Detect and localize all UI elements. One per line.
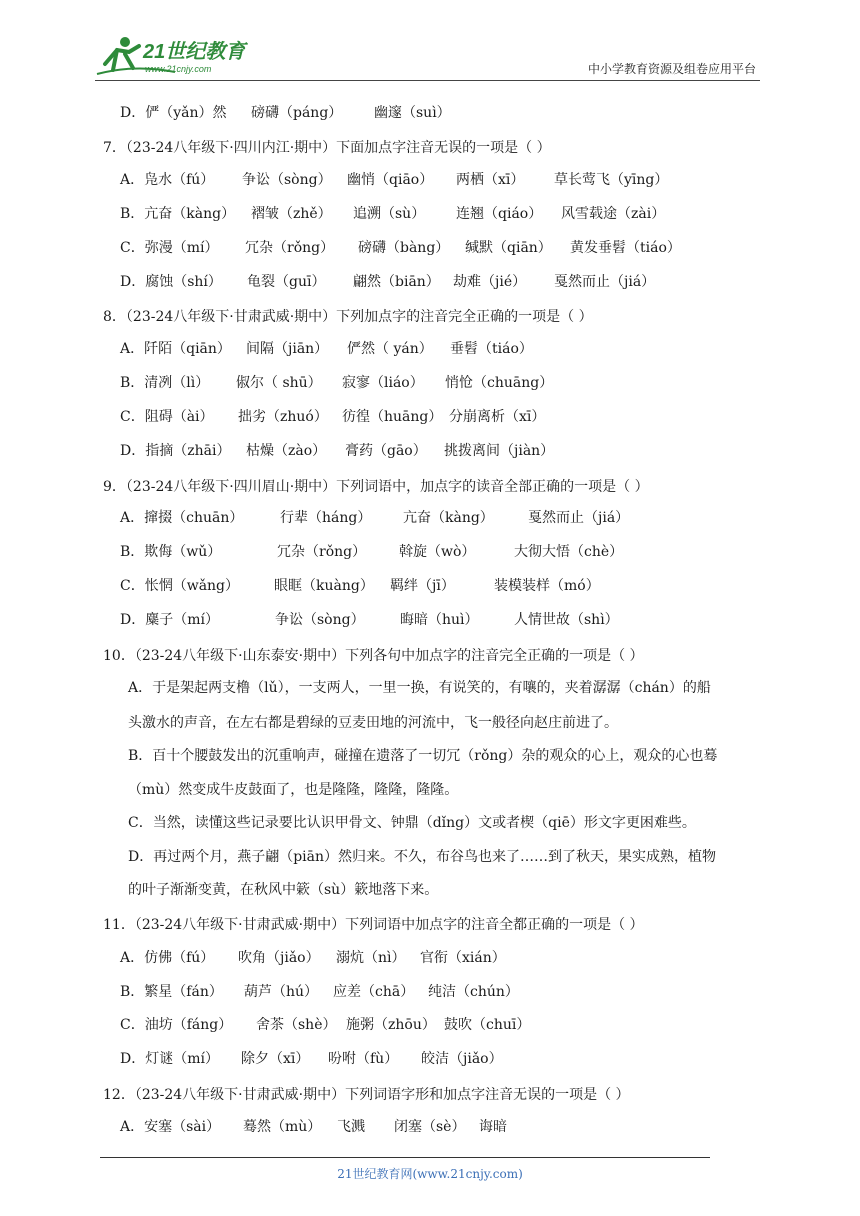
q7-a-4: 两栖（xī） (456, 172, 525, 188)
q11-a-3: 溺炕（nì） (336, 950, 406, 966)
q12-a-2: 蓦然（mù） (243, 1119, 322, 1135)
q8-a-3: 俨然（ yán） (347, 341, 433, 357)
q9-a-2: 行辈（háng） (280, 510, 372, 526)
q9-b-2: 冗杂（rǒng） (277, 544, 367, 560)
logo-text: 21世纪教育 (143, 41, 246, 63)
q9-d-4: 人情世故（shì） (514, 612, 619, 628)
q11-b-2: 葫芦（hú） (244, 984, 319, 1000)
q9-c-2: 眼眶（kuàng） (274, 578, 374, 594)
q10-stem: 10．（23-24八年级下·山东泰安·期中）下列各句中加点字的注音完全正确的一项是（ ） (103, 648, 644, 664)
q10-d-line2: 的叶子渐渐变黄，在秋风中簌（sù）簌地落下来。 (128, 882, 439, 898)
q8-a-2: 间隔（jiān） (246, 341, 329, 357)
q10-a-line1: A．于是架起两支橹（lǔ），一支两人，一里一换，有说笑的，有嚷的，夹着潺潺（chán）的船 (128, 680, 711, 696)
q9-option-d (120, 610, 820, 630)
q12-stem: 12．（23-24八年级下·甘肃武威·期中）下列词语字形和加点字注音无误的一项是（ ） (103, 1087, 630, 1103)
q7-d-5: 戛然而止（jiá） (554, 274, 656, 290)
q6-option-d (120, 103, 820, 123)
q11-d-3: 吩咐（fù） (328, 1051, 399, 1067)
q8-option-a (120, 339, 820, 359)
q11-a-4: 官衔（xián） (420, 950, 506, 966)
q9-b-3: 斡旋（wò） (399, 544, 476, 560)
q8-c-3: 彷徨（huāng） (342, 409, 443, 425)
q8-stem: 8．（23-24八年级下·甘肃武威·期中）下列加点字的注音完全正确的一项是（ ） (103, 309, 593, 325)
q7-b-1: B．亢奋（kàng） (120, 206, 236, 222)
q7-d-4: 劫难（jié） (453, 274, 527, 290)
site-logo (95, 34, 265, 76)
q10-a-line2: 头激水的声音，在左右都是碧绿的豆麦田地的河流中，飞一般径向赵庄前进了。 (128, 715, 618, 731)
q9-option-b (120, 542, 820, 562)
q10-c-line: C．当然，读懂这些记录要比认识甲骨文、钟鼎（dǐng）文或者楔（qiē）形文字更困难些。 (128, 815, 696, 831)
q8-d-4: 挑拨离间（jiàn） (444, 443, 555, 459)
q7-c-5: 黄发垂髫（tiáo） (570, 240, 681, 256)
q9-b-1: B．欺侮（wǔ） (120, 544, 222, 560)
q6-d-2: 磅礴（páng） (251, 105, 343, 121)
q7-b-2: 褶皱（zhě） (251, 206, 332, 222)
q9-c-3: 羁绊（jī） (390, 578, 455, 594)
q8-d-1: D．指摘（zhāi） (120, 443, 231, 459)
q8-b-4: 悄怆（chuāng） (445, 375, 554, 391)
q12-a-4: 闭塞（sè） (394, 1119, 466, 1135)
q7-c-2: 冗杂（rǒng） (245, 240, 335, 256)
q9-c-1: C．怅惘（wǎng） (120, 578, 240, 594)
q8-a-4: 垂髫（tiáo） (450, 341, 533, 357)
q8-b-3: 寂寥（liáo） (342, 375, 424, 391)
q8-b-2: 俶尔（ shū） (236, 375, 322, 391)
footer-link[interactable]: 21世纪教育网(www.21cnjy.com) (337, 1167, 523, 1181)
q7-stem: 7．（23-24八年级下·四川内江·期中）下面加点字注音无误的一项是（ ） (103, 140, 551, 156)
q6-d-3: 幽邃（suì） (374, 105, 451, 121)
q11-a-2: 吹角（jiǎo） (238, 950, 320, 966)
q7-option-b (120, 204, 820, 224)
q8-option-b (120, 373, 820, 393)
q11-a-1: A．仿佛（fú） (120, 950, 215, 966)
header-platform-text: 中小学教育资源及组卷应用平台 (587, 62, 756, 76)
q9-option-c (120, 576, 820, 596)
q8-d-2: 枯燥（zào） (246, 443, 327, 459)
q9-d-1: D．麋子（mí） (120, 612, 219, 628)
q11-c-2: 舍茶（shè） (256, 1017, 337, 1033)
q7-option-a (120, 170, 820, 190)
q11-option-c (120, 1015, 820, 1035)
q6-d-1: D．俨（yǎn）然 (120, 105, 227, 121)
q7-c-3: 磅礴（bàng） (358, 240, 450, 256)
q9-c-4: 装模装样（mó） (494, 578, 600, 594)
q9-option-a (120, 508, 820, 528)
q11-option-b (120, 982, 820, 1002)
q11-c-1: C．油坊（fáng） (120, 1017, 233, 1033)
q7-b-3: 追溯（sù） (353, 206, 426, 222)
q11-b-1: B．繁星（fán） (120, 984, 223, 1000)
q7-c-4: 缄默（qiān） (465, 240, 552, 256)
q11-c-3: 施粥（zhōu） (346, 1017, 436, 1033)
q12-a-1: A．安塞（sài） (120, 1119, 221, 1135)
q10-b-line2: （mù）然变成牛皮鼓面了，也是隆隆，隆隆，隆隆。 (128, 782, 459, 798)
logo-url: www.21cnjy.com (145, 64, 212, 74)
q8-option-c (120, 407, 820, 427)
q10-d-line1: D．再过两个月，燕子翩（piān）然归来。不久，布谷鸟也来了……到了秋天，果实成熟，植物 (128, 849, 717, 865)
q8-c-2: 拙劣（zhuó） (238, 409, 328, 425)
q11-d-2: 除夕（xī） (241, 1051, 310, 1067)
q11-b-3: 应差（chā） (333, 984, 415, 1000)
q9-a-1: A．撺掇（chuān） (120, 510, 244, 526)
q7-a-1: A．凫水（fú） (120, 172, 215, 188)
q8-c-1: C．阻碍（ài） (120, 409, 214, 425)
q7-d-1: D．腐蚀（shí） (120, 274, 222, 290)
q12-a-5: 诲暗 (479, 1119, 507, 1135)
q11-d-4: 皎洁（jiǎo） (421, 1051, 503, 1067)
q12-option-a (120, 1117, 820, 1137)
q8-d-3: 膏药（gāo） (345, 443, 427, 459)
q9-d-2: 争讼（sòng） (275, 612, 365, 628)
q11-stem: 11．（23-24八年级下·甘肃武威·期中）下列词语中加点字的注音全都正确的一项是（ ） (103, 917, 644, 933)
q11-d-1: D．灯谜（mí） (120, 1051, 219, 1067)
q8-option-d (120, 441, 820, 461)
q9-b-4: 大彻大悟（chè） (514, 544, 624, 560)
q7-a-3: 幽悄（qiāo） (347, 172, 434, 188)
q7-d-3: 翩然（biān） (353, 274, 440, 290)
q8-a-1: A．阡陌（qiān） (120, 341, 231, 357)
q10-b-line1: B．百十个腰鼓发出的沉重响声，碰撞在遗落了一切冗（rǒng）杂的观众的心上，观众的心也蓦 (128, 748, 718, 764)
q9-a-3: 亢奋（kàng） (403, 510, 494, 526)
q11-b-4: 纯洁（chún） (428, 984, 519, 1000)
page-header (95, 30, 760, 81)
q11-c-4: 鼓吹（chuī） (444, 1017, 531, 1033)
q12-a-3: 飞溅 (337, 1119, 365, 1135)
q9-stem: 9．（23-24八年级下·四川眉山·期中）下列词语中，加点字的读音全部正确的一项是（ ） (103, 479, 649, 495)
q7-b-4: 连翘（qiáo） (456, 206, 543, 222)
q7-option-d (120, 272, 820, 292)
runner-logo-icon (95, 34, 265, 76)
q8-b-1: B．清冽（lì） (120, 375, 210, 391)
q7-d-2: 龟裂（guī） (247, 274, 326, 290)
q11-option-a (120, 948, 820, 968)
q7-a-5: 草长莺飞（yīng） (554, 172, 669, 188)
q11-option-d (120, 1049, 820, 1069)
footer-divider (100, 1157, 710, 1158)
q7-option-c (120, 238, 820, 258)
q9-d-3: 晦暗（huì） (400, 612, 479, 628)
q7-b-5: 风雪载途（zài） (561, 206, 666, 222)
q9-a-4: 戛然而止（jiá） (528, 510, 630, 526)
q8-c-4: 分崩离析（xī） (449, 409, 546, 425)
q7-c-1: C．弥漫（mí） (120, 240, 219, 256)
q7-a-2: 争讼（sòng） (242, 172, 332, 188)
